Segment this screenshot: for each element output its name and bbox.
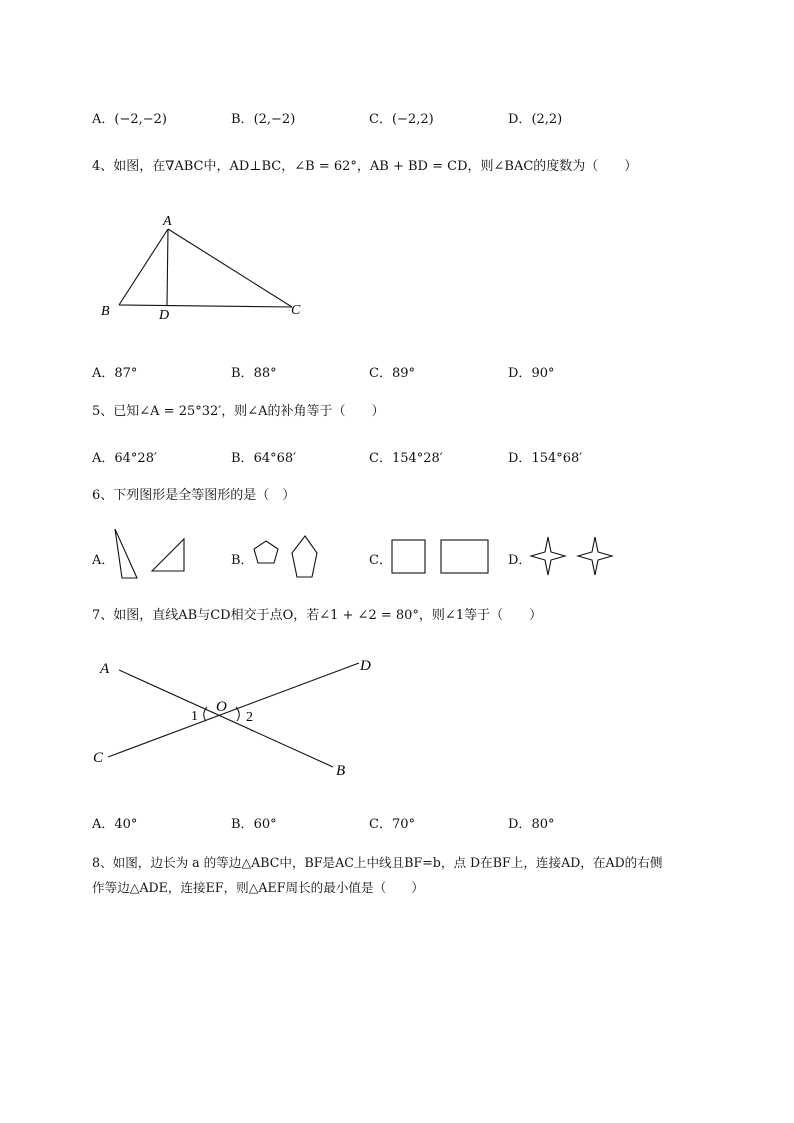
q7-text: 7、如图，直线AB与CD相交于点O，若∠1 + ∠2 = 80°，则∠1等于（ ） — [92, 608, 543, 623]
q6-rectangle — [441, 540, 488, 573]
option-letter: B． — [231, 451, 254, 466]
q7-line-cd — [108, 663, 359, 757]
q7-label-d: D — [360, 658, 371, 674]
option-letter: C． — [369, 366, 392, 381]
option-text: 89° — [391, 366, 415, 381]
option-text: 60° — [253, 817, 277, 832]
option-text: (2,−2) — [253, 112, 296, 127]
q4-label-b: B — [101, 304, 110, 319]
q7-label-o: O — [216, 699, 227, 715]
q7-label-c: C — [93, 750, 104, 766]
option-text: (−2,2) — [391, 112, 434, 127]
q6-figure-d-stars — [528, 536, 616, 578]
q7-option-c[interactable] — [369, 813, 415, 832]
q6-figure-c-rectangles — [390, 538, 492, 576]
q5-option-a[interactable] — [92, 447, 157, 466]
q7-option-d[interactable] — [508, 813, 554, 832]
q5-option-b[interactable] — [231, 447, 296, 466]
q6-text: 6、下列图形是全等图形的是（ ） — [92, 488, 296, 503]
q7-label-angle-2: 2 — [246, 710, 253, 725]
option-letter: A． — [92, 366, 115, 381]
q6-option-a[interactable]: A． — [92, 553, 115, 568]
option-text: 88° — [253, 366, 277, 381]
option-letter: B． — [231, 817, 254, 832]
option-letter: A． — [92, 451, 115, 466]
q4-side-bc — [119, 305, 292, 307]
option-text: 80° — [531, 817, 555, 832]
option-text: 40° — [114, 817, 138, 832]
q6-option-b[interactable]: B． — [231, 553, 254, 568]
q6-star-left — [531, 537, 565, 575]
q6-star-right — [578, 537, 612, 575]
q4-option-a[interactable] — [92, 362, 137, 381]
q5-options — [92, 447, 752, 469]
option-text: 64°28′ — [114, 451, 157, 466]
option-text: 154°68′ — [531, 451, 583, 466]
q4-altitude-ad — [167, 229, 168, 306]
option-text: 70° — [391, 817, 415, 832]
q7-label-b: B — [336, 763, 346, 779]
q3-option-d[interactable] — [508, 108, 562, 127]
q6-option-d[interactable]: D． — [508, 553, 532, 568]
option-letter: B． — [231, 366, 254, 381]
q7-intersecting-lines-figure — [88, 650, 388, 785]
q4-label-d: D — [159, 308, 170, 323]
q3-option-c[interactable] — [369, 108, 434, 127]
q7-option-a[interactable] — [92, 813, 137, 832]
q3-options — [92, 108, 752, 130]
option-letter: C． — [369, 451, 392, 466]
q3-option-b[interactable] — [231, 108, 295, 127]
q4-label-c: C — [291, 303, 301, 318]
q6-right-triangle-wide — [152, 539, 184, 571]
q3-option-a[interactable] — [92, 108, 167, 127]
option-text: 154°28′ — [391, 451, 443, 466]
q4-options — [92, 362, 752, 384]
q4-side-ac — [168, 229, 292, 307]
q6-pentagon-small — [254, 541, 278, 563]
option-text: 87° — [114, 366, 138, 381]
option-letter: D． — [508, 451, 532, 466]
q6-figure-a-triangles — [108, 525, 188, 583]
option-letter: C． — [369, 817, 392, 832]
q4-option-b[interactable] — [231, 362, 277, 381]
q8-text-line-2: 作等边△ADE，连接EF，则△AEF周长的最小值是（ ） — [92, 880, 424, 895]
option-letter: D． — [508, 112, 532, 127]
q5-option-c[interactable] — [369, 447, 443, 466]
option-letter: C． — [369, 112, 392, 127]
option-text: (2,2) — [531, 112, 563, 127]
q7-label-angle-1: 1 — [191, 709, 198, 724]
q5-text: 5、已知∠A = 25°32′，则∠A的补角等于（ ） — [92, 404, 385, 419]
option-letter: A． — [92, 817, 115, 832]
q4-option-d[interactable] — [508, 362, 554, 381]
q6-right-triangle-tall — [115, 529, 137, 578]
option-letter: B． — [231, 112, 254, 127]
option-letter: A． — [92, 112, 115, 127]
option-letter: D． — [508, 366, 532, 381]
q8-text-line-1: 8、如图，边长为 a 的等边△ABC中，BF是AC上中线且BF=b，点 D在BF上，连接AD，在AD的右侧 — [92, 855, 663, 870]
option-text: 90° — [531, 366, 555, 381]
q7-options — [92, 813, 752, 835]
q4-side-ab — [119, 229, 168, 305]
q6-square — [392, 540, 425, 573]
option-letter: D． — [508, 817, 532, 832]
q6-figure-b-pentagons — [250, 532, 324, 582]
q4-triangle-figure — [95, 210, 315, 325]
q7-option-b[interactable] — [231, 813, 277, 832]
q7-label-a: A — [100, 661, 110, 677]
q6-option-c[interactable]: C． — [369, 553, 392, 568]
option-text: 64°68′ — [253, 451, 297, 466]
q6-pentagon-tall — [292, 536, 317, 577]
q4-label-a: A — [163, 214, 172, 229]
option-text: (−2,−2) — [114, 112, 167, 127]
q4-text: 4、如图，在∇ABC中，AD⊥BC，∠B = 62°，AB + BD = CD，则∠BAC的度数为（ ） — [92, 159, 638, 174]
q5-option-d[interactable] — [508, 447, 582, 466]
q4-option-c[interactable] — [369, 362, 415, 381]
